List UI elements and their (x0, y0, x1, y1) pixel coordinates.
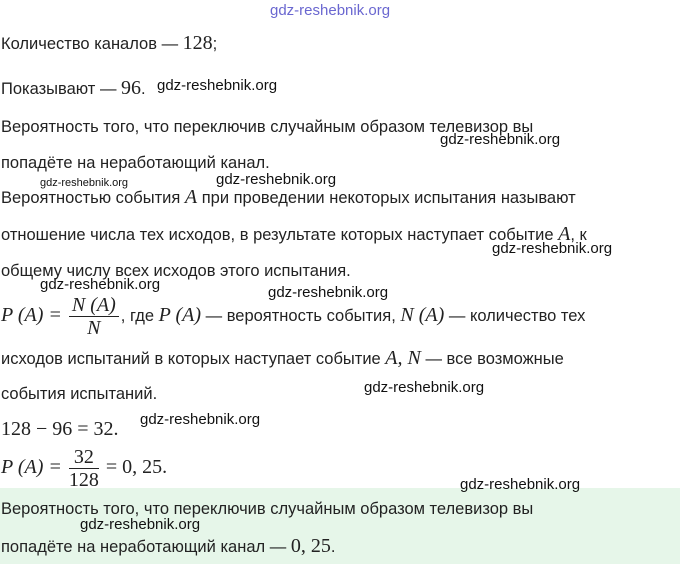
text-line-definition-3: общему числу всех исходов этого испытания. (1, 262, 351, 280)
fraction-denominator: N (87, 317, 101, 339)
shown-end: . (141, 80, 146, 98)
channels-number: 128 (182, 32, 213, 54)
text-line-question-2: попадёте на неработающий канал. (1, 154, 270, 172)
explanation-vars: A, N (385, 347, 421, 369)
definition-text-a: Вероятностью события (1, 189, 185, 207)
explanation-text-a: исходов испытаний в которых наступает событие (1, 350, 386, 368)
watermark: gdz-reshebnik.org (157, 77, 278, 94)
explanation-text-b: — все возможные (420, 350, 564, 368)
result-numerator: 32 (69, 446, 99, 469)
text-line-explanation-2: события испытаний. (1, 385, 158, 403)
answer-line-2 (1, 535, 335, 558)
formula-left: P (A) = (1, 303, 67, 326)
watermark: gdz-reshebnik.org (140, 411, 261, 428)
fraction-numerator: N (A) (69, 294, 119, 317)
definition-text-c: отношение числа тех исходов, в результате которых наступает событие (1, 226, 559, 244)
shown-label: Показывают — (1, 80, 122, 98)
text-line-shown-count (1, 77, 146, 100)
event-var: A (184, 186, 198, 208)
watermark: gdz-reshebnik.org (40, 276, 161, 293)
definition-text-d: , к (570, 226, 587, 244)
text-line-definition-1 (1, 186, 576, 209)
text-line-question-1: Вероятность того, что переключив случайным образом телевизор вы (1, 118, 534, 136)
answer-end: . (330, 538, 336, 556)
watermark: gdz-reshebnik.org (440, 131, 561, 148)
formula-line-probability (1, 294, 585, 339)
answer-line-1: Вероятность того, что переключив случайным образом телевизор вы (1, 500, 534, 518)
watermark: gdz-reshebnik.org (492, 240, 613, 257)
formula-fraction (69, 294, 119, 339)
result-denominator: 128 (68, 469, 99, 491)
watermark: gdz-reshebnik.org (216, 171, 337, 188)
channels-end: ; (212, 35, 218, 53)
answer-value: 0, 25 (290, 535, 331, 557)
event-var: A (558, 223, 571, 245)
watermark: gdz-reshebnik.org (268, 284, 389, 301)
formula-line-result (1, 446, 167, 491)
result-left: P (A) = (1, 455, 67, 478)
watermark-top: gdz-reshebnik.org (270, 2, 391, 19)
answer-text: попадёте на неработающий канал — (1, 538, 291, 556)
definition-text-b: при проведении некоторых испытания называют (197, 189, 576, 207)
formula-text-c: — количество тех (444, 306, 586, 325)
calc-line: 128 − 96 = 32. (1, 418, 119, 440)
result-fraction (69, 446, 99, 491)
watermark-small: gdz-reshebnik.org (40, 177, 129, 189)
formula-text-a: , где (120, 306, 159, 325)
result-right: = 0, 25. (100, 455, 168, 478)
formula-na: N (A) (400, 303, 445, 326)
formula-text-b: — вероятность события, (201, 306, 401, 325)
shown-number: 96 (121, 77, 142, 99)
text-line-explanation-1 (1, 347, 564, 370)
watermark: gdz-reshebnik.org (364, 379, 485, 396)
formula-pa: P (A) (158, 303, 202, 326)
channels-label: Количество каналов — (1, 35, 183, 53)
watermark: gdz-reshebnik.org (80, 516, 201, 533)
text-line-channels-count (1, 32, 217, 55)
watermark: gdz-reshebnik.org (460, 476, 581, 493)
